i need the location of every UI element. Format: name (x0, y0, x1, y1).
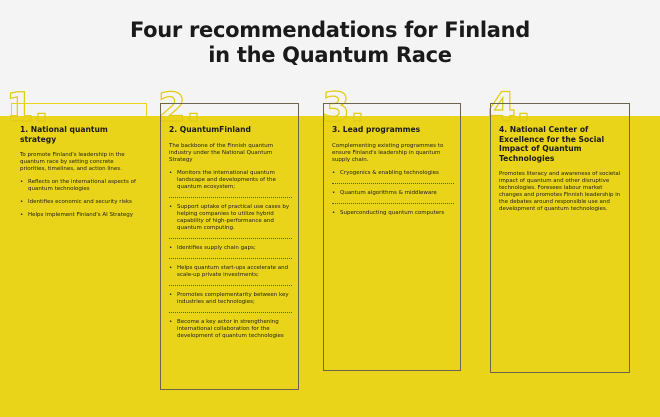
divider (169, 258, 292, 259)
card-3-bullet: • Superconducting quantum computers (332, 210, 454, 217)
page-title (0, 18, 660, 68)
card-3-number: 3. (322, 85, 366, 131)
card-1-number: 1. (6, 85, 50, 131)
card-1-bullets (20, 179, 140, 219)
card-2-bullet: • Support uptake of practical use cases by helping companies to utilize hybrid capability of high-performance and quantum computing. (169, 204, 292, 232)
card-2 (160, 103, 299, 390)
card-1-bullet: • Helps implement Finland's AI Strategy (20, 212, 140, 219)
title-line-2: in the Quantum Race (208, 43, 452, 67)
divider (332, 203, 454, 204)
card-2-bullet: • Promotes complementarity between key industries and technologies; (169, 292, 292, 306)
divider (169, 312, 292, 313)
card-2-bullet: • Become a key actor in strengthening international collaboration for the development of quantum technologies (169, 319, 292, 340)
card-2-intro: The backbone of the Finnish quantum industry under the National Quantum Strategy (169, 142, 274, 163)
card-3-bullet: • Cryogenics & enabling technologies (332, 170, 454, 177)
card-4-intro: Promotes literacy and awareness of societal impact of quantum and other disruptive technologies. Foresees labour market changes and promotes Finnish leadership in the debates around responsible use and development of quantum technologies. (499, 171, 621, 212)
title-line-1: Four recommendations for Finland (129, 18, 531, 42)
divider (169, 285, 292, 286)
card-3 (323, 103, 461, 371)
card-3-title: 3. Lead programmes (332, 125, 421, 134)
card-1-bullet: • Reflects on the international aspects of quantum technologies (20, 179, 140, 193)
card-3-bullet: • Quantum algorithms & middleware (332, 190, 454, 197)
card-4-title: 4. National Center of Excellence for the Social Impact of Quantum Technologies (499, 125, 605, 163)
card-2-bullet: • Helps quantum start-ups accelerate and scale-up private investments; (169, 265, 292, 279)
card-3-bullets (332, 170, 454, 217)
card-4-number: 4. (488, 85, 532, 131)
divider (169, 238, 292, 239)
card-3-intro: Complementing existing programmes to ensure Finland's leadership in quantum supply chain. (332, 142, 444, 163)
card-1-bullet: • Identifies economic and security risks (20, 199, 140, 206)
card-1 (11, 103, 147, 278)
card-2-bullet: • Identifies supply chain gaps; (169, 245, 292, 252)
card-2-title: 2. QuantumFinland (169, 125, 251, 134)
divider (332, 183, 454, 184)
card-2-number: 2. (158, 85, 202, 131)
card-4 (490, 103, 630, 373)
card-1-intro: To promote Finland's leadership in the quantum race by setting concrete priorities, timelines, and action lines. (20, 152, 125, 172)
divider (169, 197, 292, 198)
card-2-bullet: • Monitors the international quantum landscape and developments of the quantum ecosystem; (169, 170, 292, 191)
card-2-bullets (169, 170, 292, 340)
card-1-title: 1. National quantum strategy (20, 125, 108, 144)
